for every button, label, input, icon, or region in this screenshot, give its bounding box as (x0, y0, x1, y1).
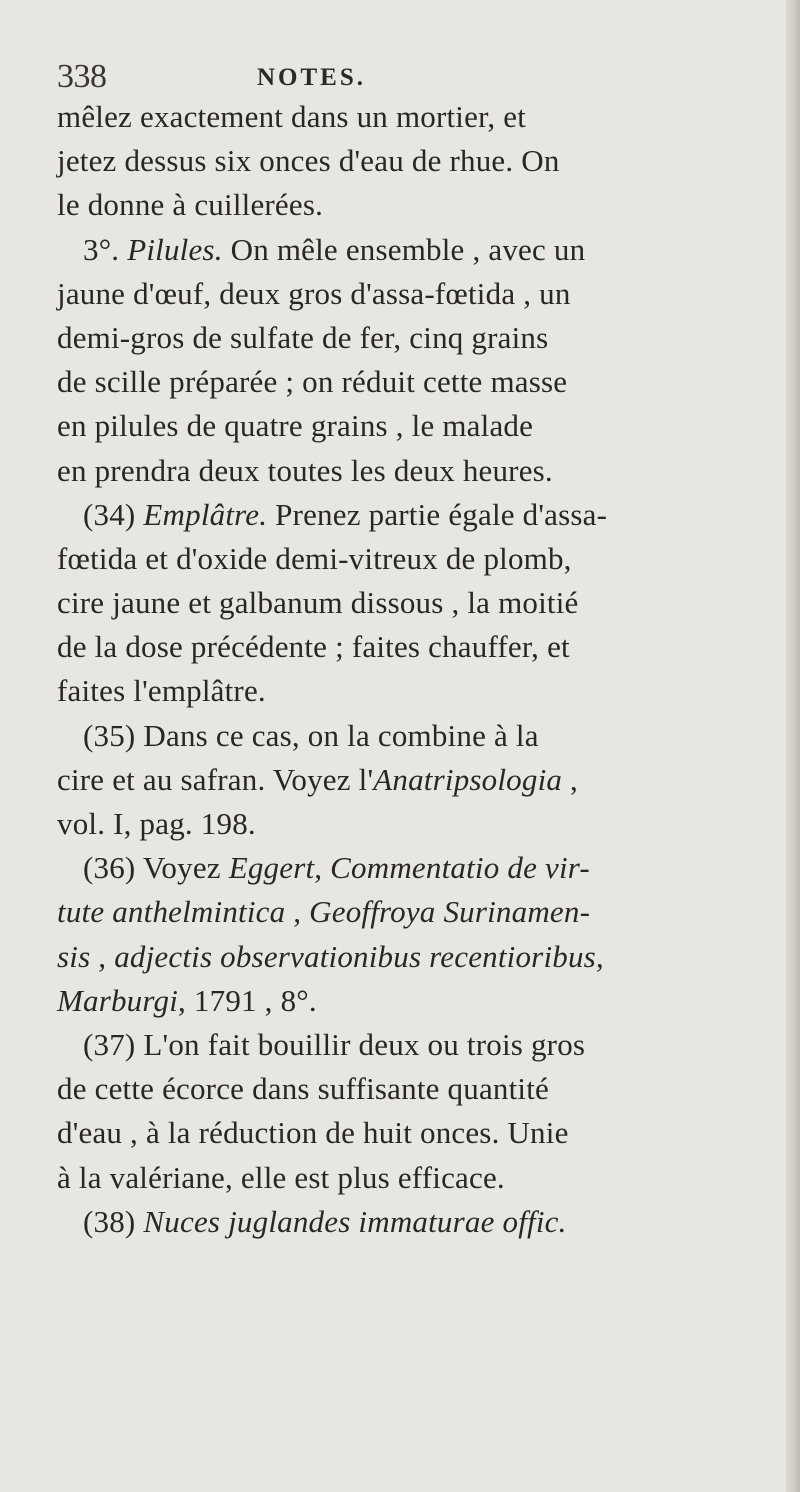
line-text: en prendra deux toutes les deux heures. (57, 452, 553, 488)
text-line (57, 316, 757, 360)
line-text: mêlez exactement dans un mortier, et (57, 99, 527, 134)
line-text: 3°. (83, 231, 128, 267)
text-line (57, 1111, 757, 1155)
page-number: 338 (57, 58, 107, 95)
line-italic: Marburgi (57, 982, 179, 1018)
text-line (57, 139, 757, 183)
text-line (57, 1200, 757, 1244)
line-italic: Nuces juglandes immaturae offic. (143, 1203, 567, 1239)
text-line (57, 802, 757, 846)
text-line (57, 625, 757, 669)
running-head: NOTES. (257, 64, 367, 91)
text-line (57, 1067, 757, 1111)
text-line (57, 493, 757, 537)
text-line (57, 360, 757, 404)
line-italic: Eggert, Commentatio de vir- (228, 850, 590, 886)
text-line (57, 272, 757, 316)
text-line (57, 581, 757, 625)
text-line (57, 669, 757, 713)
line-text: Prenez partie égale d'assa- (267, 496, 608, 532)
line-text: On mêle ensemble , avec un (222, 231, 586, 267)
text-line (57, 846, 757, 890)
line-text: , 1791 , 8°. (178, 982, 317, 1018)
line-italic: Emplâtre. (143, 496, 268, 532)
text-line (57, 183, 757, 227)
text-line (57, 758, 757, 802)
line-text: jaune d'œuf, deux gros d'assa-fœtida , un (57, 275, 571, 311)
line-text: (35) Dans ce cas, on la combine à la (83, 717, 539, 753)
line-text: de la dose précédente ; faites chauffer, et (57, 629, 570, 665)
line-text: de cette écorce dans suffisante quantité (57, 1071, 550, 1107)
line-text: en pilules de quatre grains , le malade (57, 408, 534, 444)
body-text (57, 95, 757, 1244)
line-text: d'eau , à la réduction de huit onces. Unie (57, 1115, 569, 1151)
text-line (57, 95, 757, 139)
line-text: vol. I, pag. 198. (57, 806, 256, 841)
line-text: (38) (83, 1203, 144, 1239)
line-text: , (562, 761, 578, 797)
text-line (57, 935, 757, 979)
line-text: faites l'emplâtre. (57, 673, 266, 709)
text-line (57, 1023, 757, 1067)
line-text: jetez dessus six onces d'eau de rhue. On (57, 143, 560, 179)
line-text: demi-gros de sulfate de fer, cinq grains (57, 319, 549, 355)
page-edge (786, 0, 800, 1492)
text-line (57, 404, 757, 448)
text-line (57, 537, 757, 581)
line-italic: Pilules. (127, 231, 223, 267)
page-header (57, 58, 757, 98)
line-text: à la valériane, elle est plus efficace. (57, 1159, 505, 1195)
line-italic: Anatripsologia (373, 761, 563, 797)
text-line (57, 890, 757, 934)
text-line (57, 449, 757, 493)
text-line (57, 228, 757, 272)
line-text: (37) L'on fait bouillir deux ou trois gros (83, 1026, 586, 1062)
text-line (57, 979, 757, 1023)
line-italic: tute anthelmintica , Geoffroya Surinamen- (57, 894, 591, 930)
line-text: (36) Voyez (83, 850, 229, 886)
line-text: cire et au safran. Voyez l' (57, 761, 374, 797)
line-italic: sis , adjectis observationibus recentioribus, (57, 938, 604, 974)
line-text: de scille préparée ; on réduit cette masse (57, 364, 568, 400)
line-text: fœtida et d'oxide demi-vitreux de plomb, (57, 540, 572, 576)
text-line (57, 714, 757, 758)
line-text: (34) (83, 496, 144, 532)
line-text: cire jaune et galbanum dissous , la moitié (57, 585, 579, 621)
line-text: le donne à cuillerées. (57, 187, 324, 223)
text-line (57, 1156, 757, 1200)
